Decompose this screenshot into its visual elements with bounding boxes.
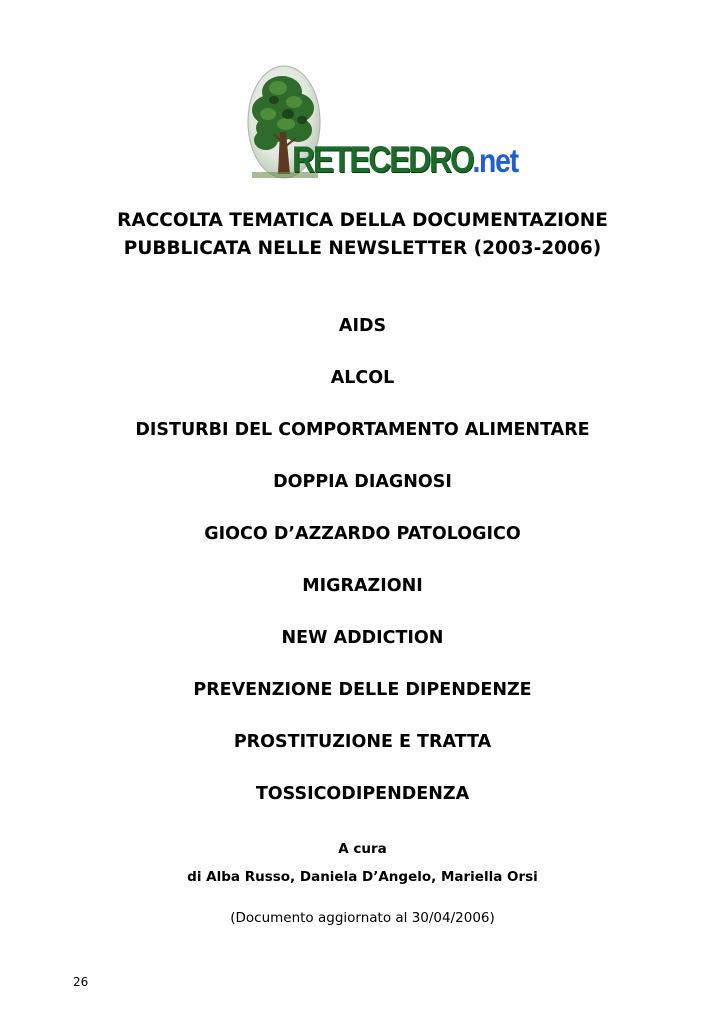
page-number: 26 bbox=[73, 975, 89, 989]
update-note: (Documento aggiornato al 30/04/2006) bbox=[230, 910, 495, 926]
logo-text-ext: .net bbox=[472, 142, 518, 179]
curated-label: A cura bbox=[338, 841, 387, 857]
retecedro-logo bbox=[246, 62, 518, 186]
topic-item: PROSTITUZIONE E TRATTA bbox=[233, 732, 492, 752]
logo-text-main: RETECEDRO bbox=[292, 139, 473, 180]
topic-item: ALCOL bbox=[330, 368, 395, 388]
topic-item: TOSSICODIPENDENZA bbox=[255, 784, 470, 804]
title-line-1: RACCOLTA TEMATICA DELLA DOCUMENTAZIONE bbox=[117, 210, 608, 231]
topic-item: DOPPIA DIAGNOSI bbox=[273, 472, 452, 492]
curated-authors: di Alba Russo, Daniela D’Angelo, Mariella Orsi bbox=[187, 869, 538, 885]
topic-item: PREVENZIONE DELLE DIPENDENZE bbox=[193, 680, 532, 700]
topic-item: DISTURBI DEL COMPORTAMENTO ALIMENTARE bbox=[135, 420, 590, 440]
logo-wordmark bbox=[292, 140, 518, 181]
topic-item: AIDS bbox=[338, 316, 387, 336]
topic-list bbox=[0, 312, 725, 832]
document-title bbox=[0, 207, 725, 263]
topic-item: MIGRAZIONI bbox=[302, 576, 423, 596]
title-line-2: PUBBLICATA NELLE NEWSLETTER (2003-2006) bbox=[123, 238, 602, 259]
curated-by bbox=[0, 835, 725, 891]
topic-item: GIOCO D’AZZARDO PATOLOGICO bbox=[204, 524, 521, 544]
topic-item: NEW ADDICTION bbox=[281, 628, 444, 648]
